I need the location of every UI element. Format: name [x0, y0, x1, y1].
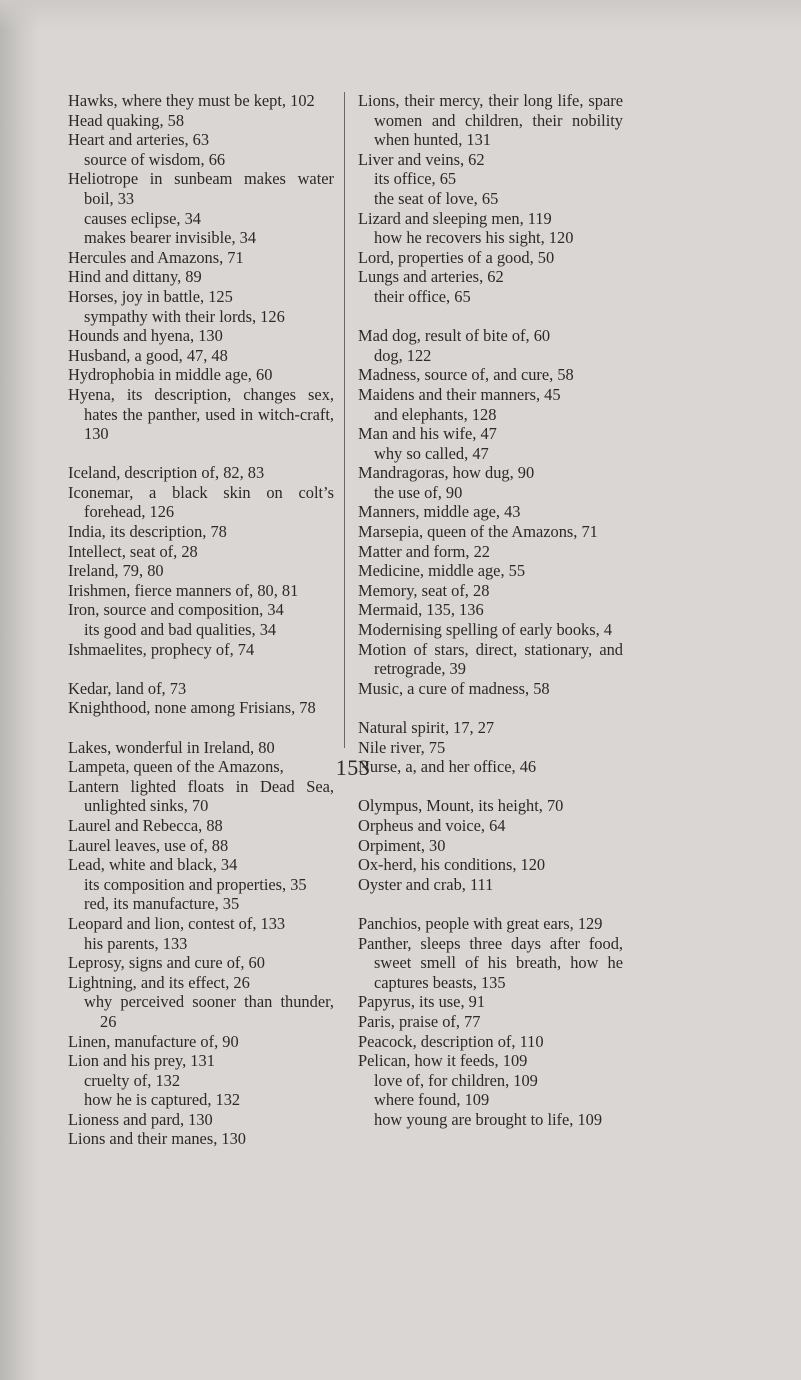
index-entry: Iceland, description of, 82, 83 [68, 463, 265, 483]
index-entry: Medicine, middle age, 55 [358, 561, 526, 581]
index-entry: Peacock, description of, 110 [358, 1031, 544, 1051]
index-entry: Lizard and sleeping men, 119 [358, 208, 552, 228]
index-subentry: sympathy with their lords, 126 [84, 306, 285, 326]
index-entry: Ishmaelites, prophecy of, 74 [68, 639, 255, 659]
index-entry: Lampeta, queen of the Amazons, [68, 757, 284, 777]
index-entry: Lead, white and black, 34 [68, 855, 238, 875]
index-entry: Manners, middle age, 43 [358, 502, 521, 522]
index-entry: Nile river, 75 [358, 737, 446, 757]
index-subentry: his parents, 133 [84, 933, 188, 953]
index-entry: Lungs and arteries, 62 [358, 267, 504, 287]
index-entry: Paris, praise of, 77 [358, 1011, 481, 1031]
index-entry: Pelican, how it feeds, 109 [358, 1051, 528, 1071]
index-entry: Man and his wife, 47 [358, 424, 497, 444]
index-entry: Memory, seat of, 28 [358, 580, 490, 600]
index-subentry: its office, 65 [374, 169, 457, 189]
index-entry: Lions, their mercy, their long life, spare women and children, their nobility when hunted, 131 [358, 91, 623, 150]
index-entry: Panchios, people with great ears, 129 [358, 913, 603, 933]
index-entry: Intellect, seat of, 28 [68, 541, 198, 561]
index-entry: Mandragoras, how dug, 90 [358, 463, 535, 483]
index-entry: Laurel leaves, use of, 88 [68, 835, 229, 855]
index-entry: India, its description, 78 [68, 522, 227, 542]
index-entry: Leprosy, signs and cure of, 60 [68, 953, 265, 973]
index-entry: Lioness and pard, 130 [68, 1109, 213, 1129]
index-entry: Panther, sleeps three days after food, sweet smell of his breath, how he captures beasts, 135 [358, 933, 623, 992]
index-entry: Horses, joy in battle, 125 [68, 286, 233, 306]
page-top-shadow [0, 0, 801, 30]
index-entry: Papyrus, its use, 91 [358, 992, 486, 1012]
page-number: 153 [335, 755, 371, 780]
index-entry: Iconemar, a black skin on colt’s forehead, 126 [68, 482, 334, 522]
index-column-left [68, 91, 334, 1169]
index-entry: Nurse, a, and her office, 46 [358, 757, 537, 777]
index-subentry: makes bearer invisible, 34 [84, 228, 257, 248]
index-entry: Linen, manufacture of, 90 [68, 1031, 239, 1051]
index-subentry: love of, for children, 109 [374, 1070, 538, 1090]
index-subentry: dog, 122 [374, 345, 432, 365]
index-subentry: where found, 109 [374, 1090, 490, 1110]
index-entry: Natural spirit, 17, 27 [358, 718, 495, 737]
index-subentry: causes eclipse, 34 [84, 208, 201, 228]
index-letter-group [68, 679, 334, 718]
index-letter-group [358, 796, 623, 894]
index-entry: Ox-herd, his conditions, 120 [358, 855, 546, 875]
index-letter-group [358, 91, 623, 307]
index-subentry: cruelty of, 132 [84, 1070, 181, 1090]
index-letter-group [358, 914, 623, 1130]
index-entry: Leopard and lion, contest of, 133 [68, 913, 286, 933]
index-column-right [358, 91, 623, 1149]
index-entry: Oyster and crab, 111 [358, 874, 494, 894]
index-entry: Matter and form, 22 [358, 541, 490, 561]
index-letter-group [358, 326, 623, 698]
index-subentry: the use of, 90 [374, 482, 463, 502]
index-entry: Maidens and their manners, 45 [358, 384, 561, 404]
index-entry: Hounds and hyena, 130 [68, 326, 223, 346]
index-entry: Husband, a good, 47, 48 [68, 345, 228, 365]
index-entry: Laurel and Rebecca, 88 [68, 815, 223, 835]
index-subentry: why so called, 47 [374, 443, 489, 463]
index-entry: Orpiment, 30 [358, 835, 446, 855]
index-entry: Hawks, where they must be kept, 102 [68, 91, 315, 110]
index-entry: Marsepia, queen of the Amazons, 71 [358, 522, 598, 542]
index-entry: Liver and veins, 62 [358, 149, 485, 169]
index-subentry: how he is captured, 132 [84, 1090, 241, 1110]
index-subentry: and elephants, 128 [374, 404, 497, 424]
index-entry: Madness, source of, and cure, 58 [358, 365, 574, 385]
index-entry: Orpheus and voice, 64 [358, 815, 506, 835]
index-entry: Mad dog, result of bite of, 60 [358, 326, 551, 346]
index-entry: Knighthood, none among Frisians, 78 [68, 698, 316, 718]
index-letter-group [68, 463, 334, 659]
index-entry: Olympus, Mount, its height, 70 [358, 796, 564, 816]
index-entry: Motion of stars, direct, stationary, and retrograde, 39 [358, 639, 623, 679]
index-entry: Iron, source and composition, 34 [68, 600, 284, 620]
index-subentry: how he recovers his sight, 120 [374, 228, 574, 248]
index-subentry: source of wisdom, 66 [84, 149, 226, 169]
index-entry: Lantern lighted floats in Dead Sea, unlighted sinks, 70 [68, 776, 334, 816]
index-subentry: their office, 65 [374, 286, 471, 306]
index-subentry: how young are brought to life, 109 [374, 1109, 603, 1129]
index-subentry: the seat of love, 65 [374, 188, 499, 208]
index-subentry: its good and bad qualities, 34 [84, 620, 277, 640]
index-letter-group [68, 91, 334, 444]
index-entry: Hind and dittany, 89 [68, 267, 202, 287]
column-divider [344, 92, 345, 748]
index-entry: Heliotrope in sunbeam makes water boil, 33 [68, 169, 334, 208]
index-entry: Hydrophobia in middle age, 60 [68, 365, 273, 385]
index-subentry: red, its manufacture, 35 [84, 894, 240, 914]
index-entry: Lions and their manes, 130 [68, 1129, 246, 1149]
index-entry: Heart and arteries, 63 [68, 130, 210, 150]
index-entry: Kedar, land of, 73 [68, 678, 187, 698]
index-entry: Music, a cure of madness, 58 [358, 678, 550, 698]
index-entry: Hyena, its description, changes sex, hates the panther, used in witch-craft, 130 [68, 384, 334, 444]
page-edge-shadow [0, 0, 40, 1380]
index-entry: Lord, properties of a good, 50 [358, 247, 555, 267]
index-entry: Lightning, and its effect, 26 [68, 972, 250, 992]
index-entry: Lion and his prey, 131 [68, 1051, 215, 1071]
index-letter-group [68, 738, 334, 1149]
index-subentry: why perceived sooner than thunder, 26 [84, 992, 334, 1031]
index-entry: Hercules and Amazons, 71 [68, 247, 244, 267]
index-entry: Ireland, 79, 80 [68, 561, 164, 581]
index-entry: Mermaid, 135, 136 [358, 600, 484, 620]
index-entry: Lakes, wonderful in Ireland, 80 [68, 737, 275, 757]
index-entry: Irishmen, fierce manners of, 80, 81 [68, 580, 299, 600]
index-entry: Head quaking, 58 [68, 110, 185, 130]
index-entry: Modernising spelling of early books, 4 [358, 620, 613, 640]
index-letter-group [358, 718, 623, 777]
index-subentry: its composition and properties, 35 [84, 874, 307, 894]
